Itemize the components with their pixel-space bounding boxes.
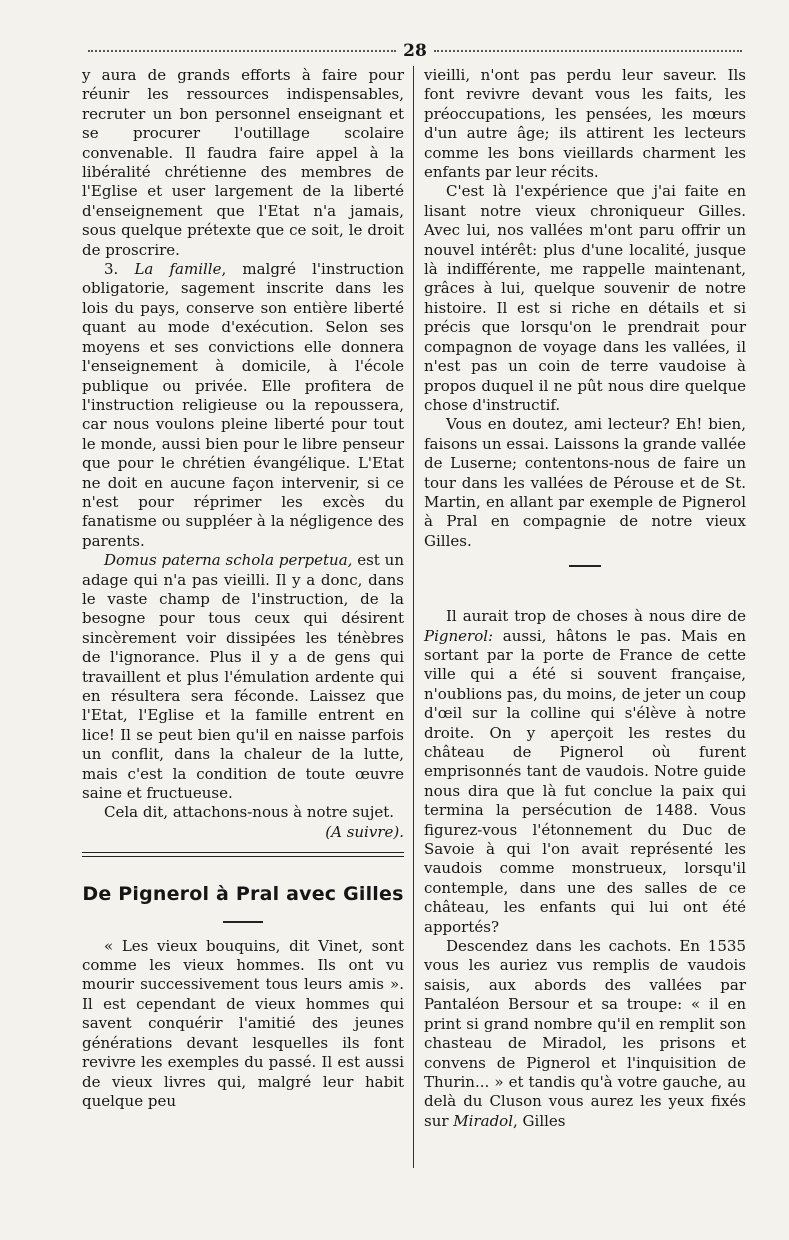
paragraph-vinet-quote	[82, 937, 404, 1112]
page-number: 28	[403, 41, 427, 61]
paragraph-text: aussi, hâtons le pas. Mais en sortant par la porte de France de cette ville qui a été si souvent française, n'oublions pas, du moins, de jeter un coup d'œil sur la colline qui s'élève à notre droite. On y aperçoit les restes du château de Pignerol où furent emprisonnés tant de vaudois. Notre guide nous dira que là fut conclue la paix qui termina la persécution de 1488. Vous figurez-vous l'étonnement du Duc de Savoie à qui l'on avait représenté les vaudois comme monstrueux, lorsqu'il contemple, dans une des salles de ce château, les enfants qui lui ont été apportés?	[424, 626, 746, 936]
paragraph-text: Cela dit, attachons-nous à notre sujet.	[104, 803, 395, 822]
to-be-continued: (A suivre).	[325, 822, 404, 841]
paragraph-text: Il aurait trop de choses à nous dire de	[446, 607, 746, 626]
column-divider	[413, 66, 414, 1168]
header-rule-left	[88, 50, 396, 52]
paragraph-text: , malgré l'instruction obligatorie, sagement inscrite dans les lois du pays, conserve son entière liberté quant au mode d'exécution. Selon ses moyens et ses convictions elle donnera l'enseignement à domicile, à l'école publique ou privée. Elle profitera de l'instruction religieuse ou la repoussera, car nous voulons pleine liberté pour tout le monde, aussi bien pour le libre penseur que pour le chrétien évangélique. L'Etat ne doit en aucune façon intervenir, si ce n'est pour réprimer les excès du fanatisme ou suppléer à la négligence des parents.	[82, 260, 404, 550]
point-label: La famille	[134, 260, 222, 279]
title-rule	[223, 921, 263, 923]
paragraph-family	[82, 260, 404, 551]
paragraph-text: Vous en doutez, ami lecteur? Eh! bien, faisons un essai. Laissons la grande vallée de Luserne; contentons-nous de faire un tour dans les vallées de Pérouse et de St. Martin, en allant par exemple de Pignerol à Pral en compagnie de notre vieux Gilles.	[424, 415, 746, 550]
separator-rule	[569, 565, 601, 567]
right-column	[424, 66, 746, 1131]
header-rule-right	[434, 50, 742, 52]
paragraph-conclusion	[82, 803, 404, 822]
paragraph-adage	[82, 551, 404, 803]
section-divider	[82, 852, 404, 857]
paragraph-text: y aura de grands efforts à faire pour réunir les ressources indispensables, recruter un bon personnel enseignant et se procurer l'outillage scolaire convenable. Il faudra faire appel à la libéralité chrétienne des membres de l'Eglise et user largement de la liberté d'enseignement que l'Etat n'a jamais, sous quelque prétexte que ce soit, le droit de proscrire.	[82, 66, 404, 259]
paragraph-text: vieilli, n'ont pas perdu leur saveur. Ils font revivre devant vous les faits, les préoccupations, les pensées, les mœurs d'un autre âge; ils attirent les lecteurs comme les bons vieillards charment les enfants par leur récits.	[424, 66, 746, 182]
paragraph-schools-continued	[82, 66, 404, 260]
paragraph-experience	[424, 182, 746, 415]
paragraph-pignerol	[424, 607, 746, 937]
paragraph-text: Descendez dans les cachots. En 1535 vous les auriez vus remplis de vaudois saisis, aux abords des vallées par Pantaléon Bersour et sa troupe: « il en print si grand nombre qu'il en remplit son chasteau de Miradol, les prisons et convens de Pignerol et l'inquisition de Thurin... » et tandis qu'à votre gauche, au delà du Cluson vous aurez les yeux fixés sur	[424, 937, 746, 1130]
paragraph-text: « Les vieux bouquins, dit Vinet, sont comme les vieux hommes. Ils ont vu mourir successivement tous leurs amis ». Il est cependant de vieux hommes qui savent conquérir l'amitié des jeunes générations devant lesquelles ils font revivre les exemples du passé. Il est aussi de vieux livres qui, malgré leur habit quelque peu	[82, 936, 404, 1110]
point-number: 3.	[104, 260, 119, 279]
latin-quote: Domus paterna schola perpetua,	[104, 551, 353, 570]
paragraph-text: C'est là l'expérience que j'ai faite en lisant notre vieux chroniqueur Gilles. Avec lui, nos vallées m'ont paru offrir un nouvel intérêt: plus d'une localité, jusque là indifférente, me rappelle maintenant, grâces à lui, quelque souvenir de notre histoire. Il est si riche en détails et si précis que lorsqu'on le prendrait pour compagnon de voyage dans les vallées, il n'est pas un coin de terre vaudoise à propos duquel il ne pût nous dire quelque chose d'instructif.	[424, 182, 746, 414]
place-name: Pignerol:	[424, 626, 494, 645]
section-title: De Pignerol à Pral avec Gilles	[82, 883, 404, 906]
left-column	[82, 66, 404, 1111]
paragraph-dungeons	[424, 937, 746, 1131]
page-header	[88, 40, 742, 62]
paragraph-text: est un adage qui n'a pas vieilli. Il y a donc, dans le vaste champ de l'instruction, de la besogne pour tous ceux qui désirent sincèrement voir dissipées les ténèbres de l'ignorance. Plus il y a de gens qui travaillent et plus l'émulation ardente qui en résultera sera féconde. Laissez que l'Etat, l'Eglise et la famille entrent en lice! Il se peut bien qu'il en naisse parfois un conflit, dans la chaleur de la lutte, mais c'est la condition de toute œuvre saine et fructueuse.	[82, 551, 404, 803]
place-name: Miradol	[453, 1111, 513, 1130]
paragraph-text: , Gilles	[513, 1111, 566, 1130]
paragraph-trial	[424, 415, 746, 551]
paragraph-old-books	[424, 66, 746, 182]
